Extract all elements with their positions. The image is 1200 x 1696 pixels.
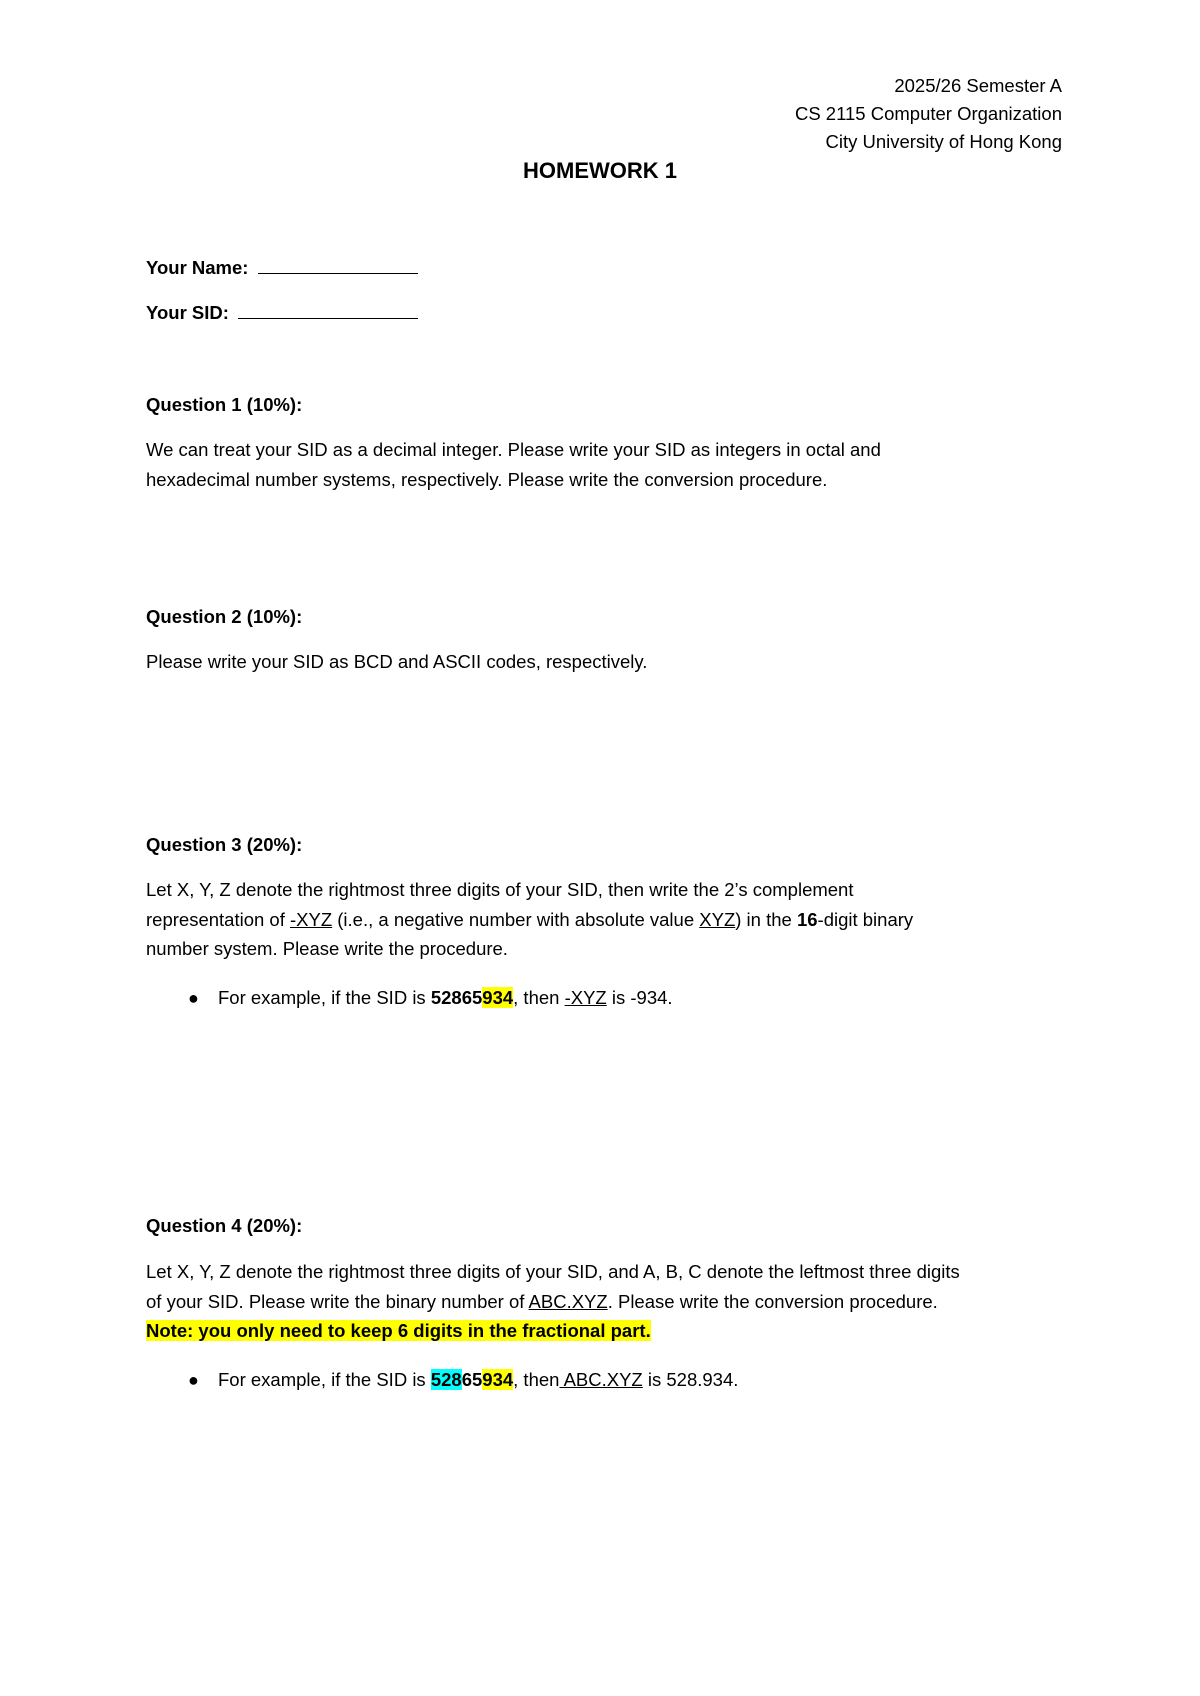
q3-example-result: is -934. (606, 987, 673, 1008)
q4-example-sid-middle: 65 (461, 1369, 483, 1390)
q3-example-sid-highlight: 934 (482, 987, 514, 1008)
q3-line2 (146, 905, 1066, 935)
q4-example-intro: For example, if the SID is (218, 1369, 431, 1390)
university-text: City University of Hong Kong (825, 131, 1062, 152)
q4-line2 (146, 1287, 1066, 1317)
q1-line2: hexadecimal number systems, respectively. Please write the conversion procedure. (146, 468, 828, 490)
q3-example-intro: For example, if the SID is (218, 987, 431, 1008)
bullet-icon: ● (188, 1370, 199, 1390)
q4-example-sid-xyz-highlight: 934 (482, 1369, 514, 1390)
q4-example-abc-xyz: ABC.XYZ (559, 1369, 643, 1390)
q1-heading: Question 1 (10%): (146, 394, 303, 415)
q4-line1: Let X, Y, Z denote the rightmost three digits of your SID, and A, B, C denote the leftmost three digits (146, 1261, 960, 1282)
q3-line3: number system. Please write the procedure. (146, 938, 508, 959)
sid-field-row (146, 298, 1066, 328)
q3-example-sid-prefix: 52865 (430, 987, 483, 1008)
name-field-row (146, 253, 1066, 283)
q4-abc-xyz: ABC.XYZ (528, 1290, 608, 1312)
course-text: CS 2115 Computer Organization (794, 103, 1062, 124)
q2-line1: Please write your SID as BCD and ASCII codes, respectively. (146, 651, 648, 672)
name-blank-line[interactable] (258, 255, 418, 274)
q3-neg-xyz: -XYZ (289, 908, 333, 930)
q3-digit-count: 16 (796, 908, 818, 930)
name-label: Your Name: (146, 257, 249, 278)
q4-body (146, 1257, 1066, 1346)
q3-example-neg-xyz: -XYZ (564, 987, 607, 1008)
q1-body (146, 435, 1066, 494)
q4-text: . Please write the conversion procedure. (607, 1290, 938, 1312)
q4-example-then: , then (513, 1369, 560, 1390)
q3-line1: Let X, Y, Z denote the rightmost three digits of your SID, then write the 2’s complement (146, 879, 854, 900)
q4-note: Note: you only need to keep 6 digits in the fractional part. (146, 1320, 651, 1341)
q4-example-sid-abc-highlight: 528 (430, 1369, 462, 1390)
semester-text: 2025/26 Semester A (894, 75, 1062, 96)
bullet-icon: ● (188, 988, 199, 1008)
q3-text: (i.e., a negative number with absolute value (332, 908, 700, 930)
q3-xyz: XYZ (699, 908, 736, 930)
q3-text: -digit binary (817, 908, 914, 930)
q3-body (146, 875, 1066, 964)
q4-heading: Question 4 (20%): (146, 1215, 303, 1236)
sid-label: Your SID: (146, 302, 229, 323)
q4-example-text (218, 1365, 738, 1395)
course-header (795, 72, 1062, 156)
q3-heading: Question 3 (20%): (146, 834, 303, 855)
q2-body (146, 647, 1066, 677)
q4-text: of your SID. Please write the binary number of (146, 1290, 529, 1312)
q2-heading: Question 2 (10%): (146, 606, 303, 627)
sid-blank-line[interactable] (238, 300, 418, 319)
q3-text: ) in the (735, 908, 797, 930)
q3-example-then: , then (513, 987, 565, 1008)
page-title: HOMEWORK 1 (523, 158, 677, 183)
q3-example-text (218, 983, 673, 1013)
q1-line1: We can treat your SID as a decimal integer. Please write your SID as integers in octal and (146, 439, 881, 460)
q4-example-result: is 528.934. (642, 1369, 739, 1390)
q3-text: representation of (146, 908, 290, 930)
q4-note-line (146, 1316, 1066, 1346)
